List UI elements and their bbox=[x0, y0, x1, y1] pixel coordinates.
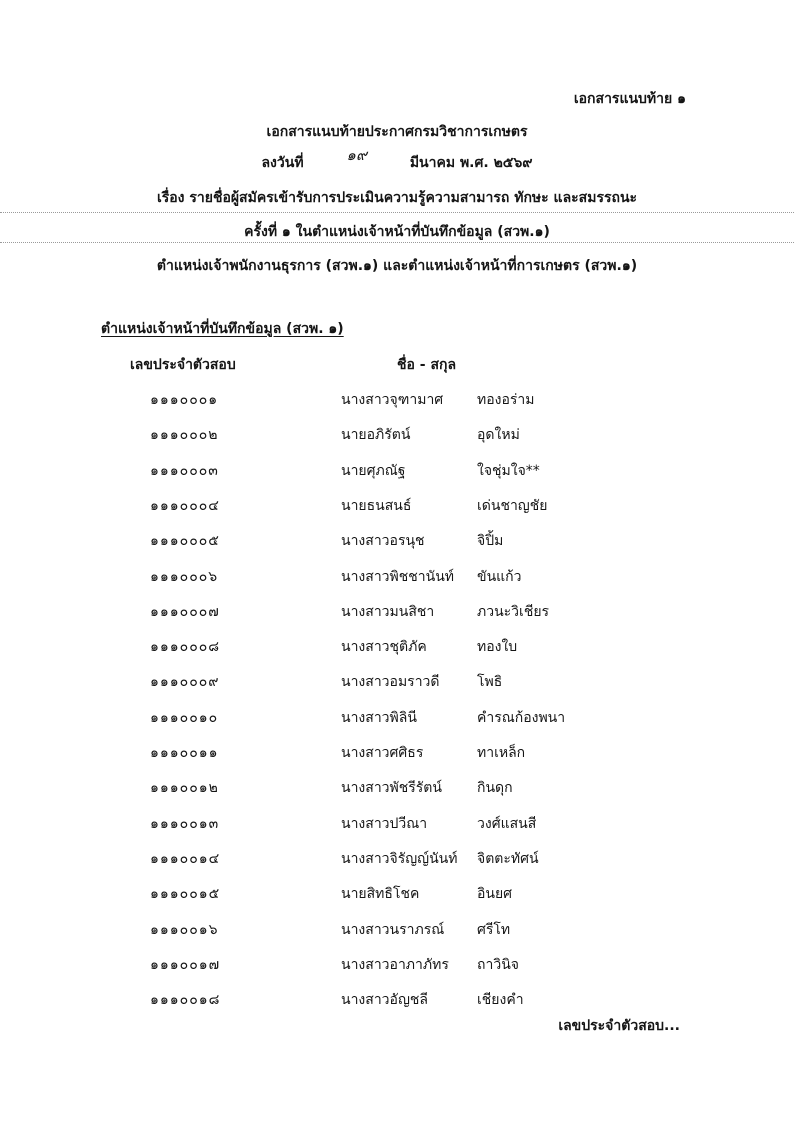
candidate-exam-id: ๑๑๑๐๐๑๒ bbox=[150, 780, 219, 797]
candidate-exam-id: ๑๑๑๐๐๐๗ bbox=[150, 603, 220, 620]
section-title: ตำแหน่งเจ้าหน้าที่บันทึกข้อมูล (สวพ. ๑) bbox=[101, 321, 344, 337]
candidate-last-name: อินยศ bbox=[477, 886, 513, 903]
table-row bbox=[0, 460, 794, 484]
candidate-first-name: นายสิทธิโชค bbox=[341, 886, 420, 903]
candidate-last-name: ถาวินิจ bbox=[477, 956, 519, 973]
table-row bbox=[0, 671, 794, 695]
candidate-first-name: นางสาวศศิธร bbox=[341, 745, 424, 761]
candidate-last-name: ทองใบ bbox=[477, 639, 518, 656]
candidate-last-name: ทาเหล็ก bbox=[477, 745, 526, 761]
candidate-exam-id: ๑๑๑๐๐๑๓ bbox=[150, 815, 220, 832]
subject-line: เรื่อง รายชื่อผู้สมัครเข้ารับการประเมินความรู้ความสามารถ ทักษะ และสมรรถนะ bbox=[156, 190, 638, 206]
table-row bbox=[0, 989, 794, 1013]
candidate-exam-id: ๑๑๑๐๐๐๒ bbox=[150, 427, 219, 444]
candidate-first-name: นางสาวอมราวดี bbox=[341, 674, 440, 691]
table-row bbox=[0, 530, 794, 554]
divider bbox=[0, 212, 794, 213]
candidate-first-name: นางสาวอรนุช bbox=[341, 533, 425, 550]
candidate-first-name: นางสาวพิชชานันท์ bbox=[341, 568, 454, 585]
table-row bbox=[0, 601, 794, 625]
table-row bbox=[0, 389, 794, 413]
round-line: ครั้งที่ ๑ ในตำแหน่งเจ้าหน้าที่บันทึกข้อมูล (สวพ.๑) bbox=[244, 224, 550, 240]
table-row bbox=[0, 777, 794, 801]
positions-line: ตำแหน่งเจ้าพนักงานธุรการ (สวพ.๑) และตำแหน่งเจ้าหน้าที่การเกษตร (สวพ.๑) bbox=[156, 258, 638, 274]
candidate-last-name: อุดใหม่ bbox=[477, 427, 520, 444]
candidate-exam-id: ๑๑๑๐๐๑๕ bbox=[150, 886, 221, 903]
candidate-exam-id: ๑๑๑๐๐๐๑ bbox=[150, 392, 219, 408]
candidate-exam-id: ๑๑๑๐๐๑๔ bbox=[150, 850, 221, 867]
candidate-first-name: นางสาวพิลินี bbox=[341, 709, 417, 726]
candidate-last-name: ขันแก้ว bbox=[477, 568, 522, 585]
candidate-first-name: นางสาวนราภรณ์ bbox=[341, 921, 445, 938]
table-row bbox=[0, 424, 794, 448]
candidate-first-name: นางสาวมนสิชา bbox=[341, 603, 435, 620]
table-row bbox=[0, 495, 794, 519]
table-row bbox=[0, 883, 794, 907]
date-month-year: มีนาคม พ.ศ. ๒๕๖๙ bbox=[409, 155, 533, 171]
candidate-exam-id: ๑๑๑๐๐๑๐ bbox=[150, 709, 219, 726]
candidate-exam-id: ๑๑๑๐๐๑๖ bbox=[150, 921, 219, 938]
candidate-first-name: นางสาวปวีณา bbox=[341, 815, 428, 832]
candidate-last-name: ใจชุ่มใจ** bbox=[477, 462, 540, 479]
candidate-last-name: ภวนะวิเชียร bbox=[477, 603, 550, 620]
continuation-footer: เลขประจำตัวสอบ... bbox=[558, 1018, 680, 1034]
candidate-exam-id: ๑๑๑๐๐๐๕ bbox=[150, 533, 220, 550]
candidate-first-name: นางสาวจุฑามาศ bbox=[341, 392, 444, 408]
table-row bbox=[0, 848, 794, 872]
page-title: เอกสารแนบท้ายประกาศกรมวิชาการเกษตร bbox=[266, 124, 528, 140]
date-day-handwritten: ๑๙ bbox=[346, 146, 367, 164]
date-prefix: ลงวันที่ bbox=[261, 155, 304, 171]
candidate-last-name: ทองอร่าม bbox=[477, 392, 535, 408]
table-row bbox=[0, 954, 794, 978]
candidate-exam-id: ๑๑๑๐๐๑๑ bbox=[150, 745, 219, 761]
document-attachment-label: เอกสารแนบท้าย ๑ bbox=[573, 91, 686, 107]
candidate-first-name: นางสาวอัญชลี bbox=[341, 992, 428, 1009]
candidate-first-name: นางสาวอาภาภัทร bbox=[341, 956, 449, 973]
candidate-first-name: นางสาวชุติภัค bbox=[341, 639, 427, 656]
candidate-exam-id: ๑๑๑๐๐๑๘ bbox=[150, 992, 221, 1009]
table-row bbox=[0, 813, 794, 837]
candidate-exam-id: ๑๑๑๐๐๑๗ bbox=[150, 956, 221, 973]
candidate-first-name: นางสาวพัชรีรัตน์ bbox=[341, 780, 442, 797]
candidate-last-name: จิตตะทัศน์ bbox=[477, 850, 539, 867]
candidate-last-name: ศรีโท bbox=[477, 921, 511, 938]
candidate-last-name: กินดุก bbox=[477, 780, 513, 797]
column-header-full-name: ชื่อ - สกุล bbox=[397, 357, 457, 373]
candidate-last-name: วงศ์แสนสี bbox=[477, 815, 537, 832]
candidate-first-name: นายศุภณัฐ bbox=[341, 462, 406, 479]
candidate-last-name: จิปิ้ม bbox=[477, 533, 504, 550]
table-row bbox=[0, 919, 794, 943]
candidate-exam-id: ๑๑๑๐๐๐๙ bbox=[150, 674, 220, 691]
table-row bbox=[0, 566, 794, 590]
candidate-exam-id: ๑๑๑๐๐๐๖ bbox=[150, 568, 219, 585]
table-row bbox=[0, 707, 794, 731]
divider bbox=[0, 242, 794, 243]
candidate-first-name: นายธนสนธ์ bbox=[341, 497, 412, 514]
candidate-last-name: เชียงคำ bbox=[477, 992, 524, 1009]
candidate-first-name: นางสาวจิรัญญ์นันท์ bbox=[341, 850, 458, 867]
candidate-last-name: โพธิ bbox=[477, 674, 503, 691]
candidate-exam-id: ๑๑๑๐๐๐๔ bbox=[150, 497, 220, 514]
candidate-last-name: คำรณก้องพนา bbox=[477, 709, 566, 726]
date-line bbox=[0, 146, 794, 174]
candidate-exam-id: ๑๑๑๐๐๐๘ bbox=[150, 639, 221, 656]
candidate-exam-id: ๑๑๑๐๐๐๓ bbox=[150, 462, 219, 479]
table-row bbox=[0, 742, 794, 766]
table-row bbox=[0, 636, 794, 660]
candidate-first-name: นายอภิรัตน์ bbox=[341, 427, 411, 444]
column-header-exam-id: เลขประจำตัวสอบ bbox=[130, 357, 236, 373]
candidate-last-name: เด่นชาญชัย bbox=[477, 497, 548, 514]
